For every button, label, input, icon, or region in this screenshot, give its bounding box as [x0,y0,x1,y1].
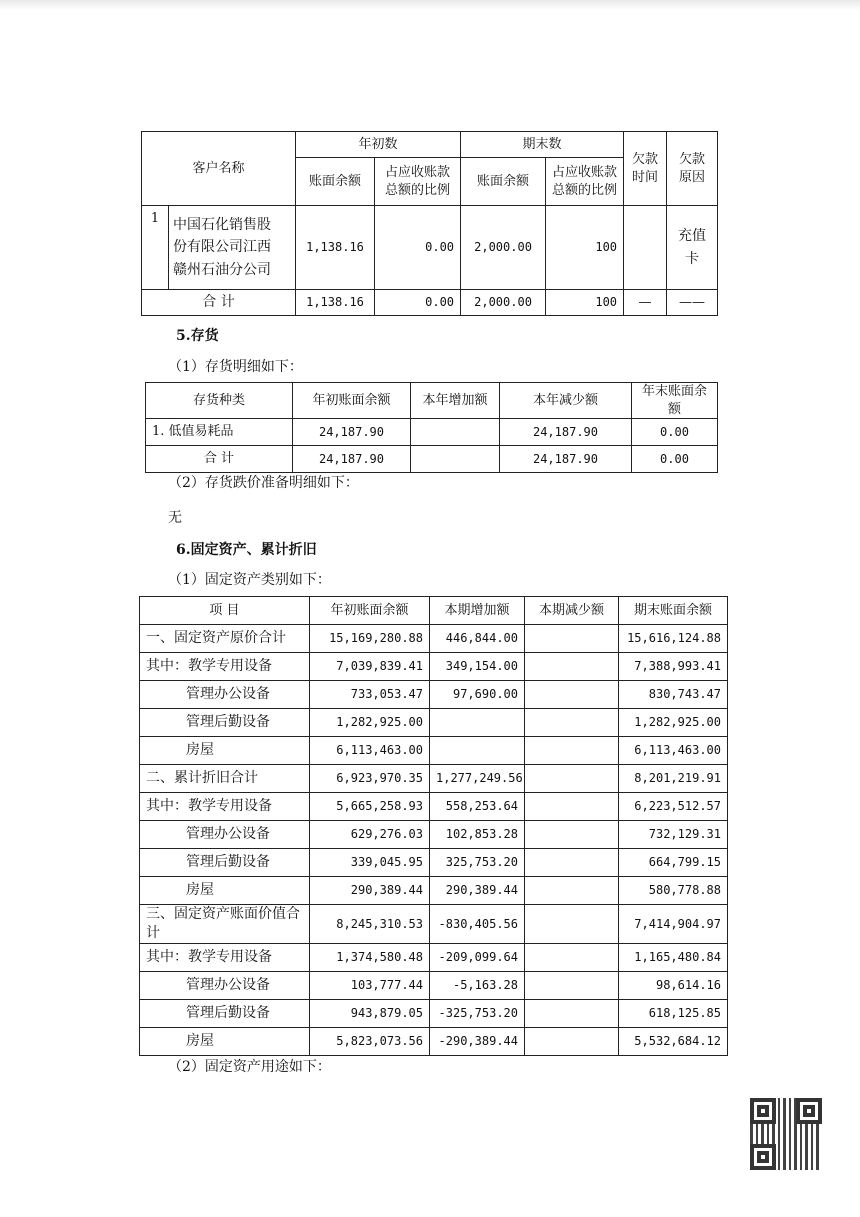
fa-value-cell: 1,165,480.84 [619,943,728,971]
table-row [140,905,728,944]
fa-header-1: 年初账面余额 [310,597,430,625]
header-arrears-time: 欠款 时间 [624,132,667,206]
inv-header-0: 存货种类 [146,383,293,419]
table-row [140,625,728,653]
inv-cell: 24,187.90 [293,446,411,473]
fa-item-label: 二、累计折旧合计 [140,765,310,793]
section5-title: 5.存货 [176,328,219,344]
fa-value-cell: 1,277,249.56 [430,765,525,793]
section6-sub1: （1）固定资产类别如下： [168,572,331,588]
fa-value-cell: 6,923,970.35 [310,765,430,793]
inventory-table [145,382,718,473]
fa-value-cell: -290,389.44 [430,1027,525,1055]
fa-value-cell: 6,113,463.00 [310,737,430,765]
arrears-reason: 充值 卡 [667,206,718,290]
inv-cell: 24,187.90 [293,419,411,446]
fa-item-label: 其中：教学专用设备 [140,653,310,681]
fa-value-cell: 618,125.85 [619,999,728,1027]
fa-value-cell [525,943,619,971]
header-end-ratio: 占应收账款 总额的比例 [546,158,624,206]
qr-code [750,1098,822,1170]
fa-value-cell: 5,823,073.56 [310,1027,430,1055]
fa-item-label: 一、固定资产原价合计 [140,625,310,653]
table-row [146,419,718,446]
fa-value-cell: 830,743.47 [619,681,728,709]
section5-none: 无 [168,510,182,526]
inv-cell: 24,187.90 [500,446,632,473]
fa-item-label: 管理办公设备 [140,821,310,849]
inv-cell: 0.00 [632,419,718,446]
section5-sub1: （1）存货明细如下： [168,359,303,375]
table-row [140,681,728,709]
fa-value-cell [525,653,619,681]
fa-value-cell: 7,039,839.41 [310,653,430,681]
section6-sub2: （2）固定资产用途如下： [168,1059,331,1075]
table-row [140,849,728,877]
fa-value-cell [525,681,619,709]
table-row [140,821,728,849]
fa-value-cell: 6,223,512.57 [619,793,728,821]
fa-value-cell: -5,163.28 [430,971,525,999]
fixed-assets-body [140,625,728,1056]
fa-value-cell: 446,844.00 [430,625,525,653]
total-row [142,290,718,316]
header-period-end: 期末数 [461,132,624,158]
fa-value-cell [430,709,525,737]
table-row [140,793,728,821]
fa-value-cell: 1,282,925.00 [619,709,728,737]
fa-item-label: 管理后勤设备 [140,999,310,1027]
table-row [140,653,728,681]
end-ratio: 100 [546,206,624,290]
inv-header-4: 年末账面余额 [632,383,718,419]
fa-value-cell: 8,201,219.91 [619,765,728,793]
table-row [142,206,718,290]
fa-value-cell [525,849,619,877]
fa-value-cell: 15,169,280.88 [310,625,430,653]
fa-value-cell [525,793,619,821]
fa-value-cell [525,709,619,737]
total-arrears-reason: —— [667,290,718,316]
fa-value-cell: 290,389.44 [310,877,430,905]
fa-value-cell: 325,753.20 [430,849,525,877]
table-row [140,765,728,793]
fa-value-cell [430,737,525,765]
fa-value-cell: -830,405.56 [430,905,525,944]
fa-value-cell [525,877,619,905]
fa-value-cell [525,625,619,653]
fa-value-cell: 8,245,310.53 [310,905,430,944]
fa-value-cell: 943,879.05 [310,999,430,1027]
fa-value-cell: 664,799.15 [619,849,728,877]
fa-value-cell: 7,388,993.41 [619,653,728,681]
fa-value-cell: 7,414,904.97 [619,905,728,944]
total-start-ratio: 0.00 [375,290,461,316]
fa-value-cell: 349,154.00 [430,653,525,681]
table-row [140,877,728,905]
fa-value-cell: 102,853.28 [430,821,525,849]
fa-item-label: 房屋 [140,877,310,905]
fa-value-cell: 580,778.88 [619,877,728,905]
fa-value-cell: 290,389.44 [430,877,525,905]
fa-item-label: 其中：教学专用设备 [140,793,310,821]
table-row [140,971,728,999]
scan-edge-shadow [0,0,860,10]
fa-value-cell: 1,374,580.48 [310,943,430,971]
fa-header-3: 本期减少额 [525,597,619,625]
total-end-ratio: 100 [546,290,624,316]
end-balance: 2,000.00 [461,206,546,290]
start-balance: 1,138.16 [296,206,375,290]
fa-item-label: 房屋 [140,737,310,765]
inv-cell: 合 计 [146,446,293,473]
fa-value-cell: -209,099.64 [430,943,525,971]
fa-header-0: 项 目 [140,597,310,625]
fa-value-cell [525,905,619,944]
inv-cell: 1. 低值易耗品 [146,419,293,446]
fa-value-cell [525,737,619,765]
total-label: 合 计 [142,290,296,316]
fa-item-label: 管理后勤设备 [140,709,310,737]
header-arrears-reason: 欠款 原因 [667,132,718,206]
header-start-ratio: 占应收账款 总额的比例 [375,158,461,206]
fa-item-label: 管理办公设备 [140,971,310,999]
fa-value-cell: 629,276.03 [310,821,430,849]
fa-item-label: 其中：教学专用设备 [140,943,310,971]
fa-value-cell [525,1027,619,1055]
fa-value-cell: 1,282,925.00 [310,709,430,737]
fa-value-cell [525,971,619,999]
start-ratio: 0.00 [375,206,461,290]
total-end-balance: 2,000.00 [461,290,546,316]
table-row [140,1027,728,1055]
total-start-balance: 1,138.16 [296,290,375,316]
fa-value-cell: 6,113,463.00 [619,737,728,765]
fa-value-cell: 558,253.64 [430,793,525,821]
fa-header-4: 期末账面余额 [619,597,728,625]
table-row [140,709,728,737]
fa-value-cell: 98,614.16 [619,971,728,999]
fa-header-2: 本期增加额 [430,597,525,625]
fa-value-cell [525,821,619,849]
fa-item-label: 三、固定资产账面价值合计 [140,905,310,944]
fa-item-label: 管理后勤设备 [140,849,310,877]
receivables-table [141,131,718,316]
inv-cell [411,419,500,446]
fa-item-label: 管理办公设备 [140,681,310,709]
inv-cell: 0.00 [632,446,718,473]
fa-value-cell: 103,777.44 [310,971,430,999]
inv-header-3: 本年减少额 [500,383,632,419]
fa-value-cell: 15,616,124.88 [619,625,728,653]
inv-cell [411,446,500,473]
fa-item-label: 房屋 [140,1027,310,1055]
row-index: 1 [142,206,169,290]
fa-value-cell [525,999,619,1027]
table-row [140,943,728,971]
header-customer-name: 客户名称 [142,132,296,206]
fa-value-cell: 732,129.31 [619,821,728,849]
header-year-start: 年初数 [296,132,461,158]
table-row [140,737,728,765]
fa-value-cell: 5,532,684.12 [619,1027,728,1055]
fa-value-cell: 97,690.00 [430,681,525,709]
table-row [140,999,728,1027]
header-end-balance: 账面余额 [461,158,546,206]
fa-value-cell: 5,665,258.93 [310,793,430,821]
inv-cell: 24,187.90 [500,419,632,446]
fixed-assets-table [139,596,728,1056]
inv-header-2: 本年增加额 [411,383,500,419]
fa-value-cell: 339,045.95 [310,849,430,877]
arrears-time [624,206,667,290]
fa-value-cell: 733,053.47 [310,681,430,709]
fa-value-cell: -325,753.20 [430,999,525,1027]
header-start-balance: 账面余额 [296,158,375,206]
total-arrears-time: — [624,290,667,316]
customer-name: 中国石化销售股 份有限公司江西 赣州石油分公司 [169,206,296,290]
section5-sub2: （2）存货跌价准备明细如下： [168,475,359,491]
inv-header-1: 年初账面余额 [293,383,411,419]
section6-title: 6.固定资产、累计折旧 [176,542,317,558]
fa-value-cell [525,765,619,793]
table-row [146,446,718,473]
